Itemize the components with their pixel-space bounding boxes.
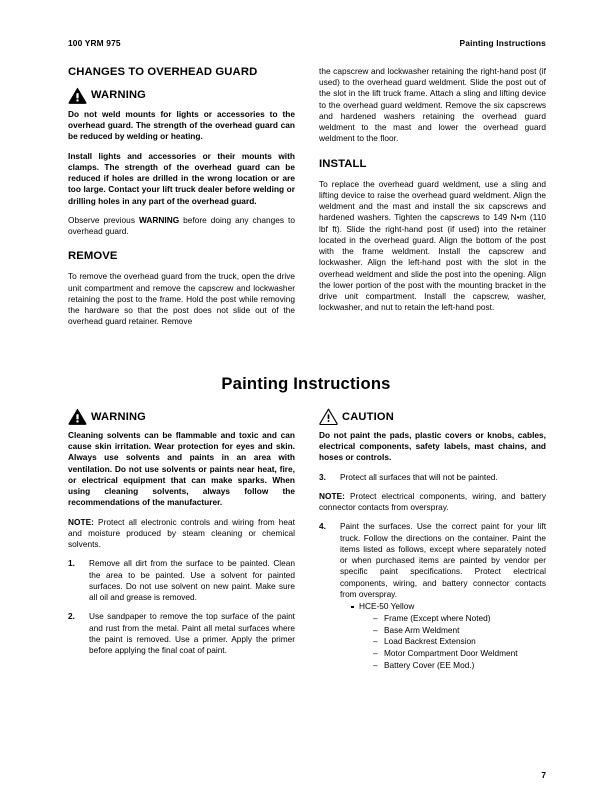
caution-text: Do not paint the pads, plastic covers or knobs, cables, electrical components, safety labels, mast chains, and hoses or controls. bbox=[319, 430, 546, 463]
dash-bullet-icon: – bbox=[373, 636, 378, 647]
page-footer bbox=[68, 770, 546, 780]
lower-right-column bbox=[319, 408, 546, 676]
section-heading-changes-to-overhead-guard: CHANGES TO OVERHEAD GUARD bbox=[68, 66, 258, 78]
remove-paragraph: To remove the overhead guard from the truck, open the drive unit compartment and remove the capscrew and lockwasher retaining the post to the frame. Hold the post while removing the hardware so that the post does not slide out of the overhead guard retainer. Remove bbox=[68, 271, 295, 327]
step-number: 2. bbox=[68, 611, 75, 622]
dash-bullet-icon: – bbox=[373, 659, 378, 670]
section-heading-install: INSTALL bbox=[319, 157, 367, 170]
paint-item-label: Base Arm Weldment bbox=[384, 624, 460, 635]
page-number: 7 bbox=[541, 770, 546, 780]
dash-bullet-icon: – bbox=[373, 624, 378, 635]
running-header bbox=[68, 38, 546, 48]
step-number: 3. bbox=[319, 471, 326, 482]
list-item bbox=[373, 613, 546, 625]
step-number: 1. bbox=[68, 558, 75, 569]
painting-steps-left bbox=[68, 558, 295, 656]
note-paragraph-electrical-components bbox=[319, 491, 546, 513]
upper-left-column bbox=[68, 66, 295, 327]
note-label: NOTE: bbox=[68, 516, 94, 527]
paint-item-label: Frame (Except where Noted) bbox=[384, 612, 491, 623]
observe-suffix: before doing any changes to overhead guard. bbox=[68, 214, 295, 237]
cleaning-solvents-warning-text: Cleaning solvents can be flammable and toxic and can cause skin irritation. Wear protection for eyes and skin. Always use solvents and paints in an area with ventilation. Do not use solvents or paints near heat, fire, or electrical equipment that can make sparks. When using cleaning solvents, always follow the recommendations of the manufacturer. bbox=[68, 430, 295, 508]
step-text: Use sandpaper to remove the top surface of the paint and rust from the metal. Paint all metal surfaces where the paint is removed. Use a primer. Apply the primer before applying the final coat of paint. bbox=[89, 611, 295, 655]
warning-label: WARNING bbox=[91, 89, 147, 102]
list-item bbox=[373, 625, 546, 637]
lower-content-columns bbox=[68, 408, 546, 676]
header-right-label: Painting Instructions bbox=[459, 38, 546, 48]
list-item bbox=[350, 601, 546, 672]
list-item bbox=[373, 636, 546, 648]
warning-label: WARNING bbox=[91, 410, 147, 423]
square-bullet-icon bbox=[351, 606, 354, 609]
caution-triangle-icon bbox=[319, 408, 338, 425]
list-item bbox=[319, 472, 546, 483]
observe-warning-paragraph bbox=[68, 215, 295, 237]
header-left-label: 100 YRM 975 bbox=[68, 38, 121, 48]
warning-triangle-icon bbox=[68, 87, 87, 104]
paint-group-items bbox=[359, 613, 546, 672]
list-item bbox=[68, 558, 295, 603]
step-text: Paint the surfaces. Use the correct paint for your lift truck. Follow the directions on the container. Paint the items listed as follows, except where separately noted or when purchased items are painted by vendor per specific paint specifications. Protect electrical components, wiring, and battery connector contacts from overspray. bbox=[340, 521, 546, 599]
step-number: 4. bbox=[319, 521, 326, 532]
warning-banner-overhead-guard bbox=[68, 87, 295, 104]
dash-bullet-icon: – bbox=[373, 612, 378, 623]
list-item bbox=[373, 648, 546, 660]
note-label: NOTE: bbox=[319, 490, 345, 501]
upper-content-columns bbox=[68, 66, 546, 327]
paint-item-label: Motor Compartment Door Weldment bbox=[384, 648, 518, 659]
dash-bullet-icon: – bbox=[373, 648, 378, 659]
warning-paragraph-2: Install lights and accessories or their mounts with clamps. The strength of the overhead guard can be reduced if holes are drilled in the wrong location or are too large. Contact your lift truck dealer before welding or drilling holes in any part of the overhead guard. bbox=[68, 150, 295, 206]
list-item bbox=[319, 521, 546, 671]
observe-warning-bold: WARNING bbox=[138, 214, 180, 225]
painting-steps-right-3 bbox=[319, 472, 546, 483]
paint-item-label: Load Backrest Extension bbox=[384, 636, 476, 647]
caution-label: CAUTION bbox=[342, 410, 394, 423]
upper-right-column bbox=[319, 66, 546, 327]
paint-item-label: Battery Cover (EE Mod.) bbox=[384, 659, 475, 670]
note-paragraph-electronic-controls bbox=[68, 517, 295, 551]
step-text: Protect all surfaces that will not be painted. bbox=[340, 471, 498, 482]
lower-left-column bbox=[68, 408, 295, 676]
chapter-title: Painting Instructions bbox=[221, 374, 391, 393]
paint-group-name: HCE-50 Yellow bbox=[359, 601, 415, 612]
remove-continued-paragraph: the capscrew and lockwasher retaining the right-hand post (if used) to the overhead guard weldment. Slide the post out of the slot in the lift truck frame. Attach a sling and lifting device to the overhead guard weldment. Remove the six capscrews and hardened washers retaining the overhead guard weldment to the mast and lower the overhead guard weldment to the floor. bbox=[319, 66, 546, 144]
section-heading-remove: REMOVE bbox=[68, 250, 118, 263]
install-paragraph: To replace the overhead guard weldment, use a sling and lifting device to raise the overhead guard weldment. Align the weldment and the mast and install the six capscrews and hardened washers. Tighten the capscrews to 149 N•m (110 lbf ft). Slide the right-hand post (if used) into the retainer located in the overhead guard. Align the bottom of the post with the frame weldment. Install the capscrew and lockwasher. Align the left-hand post with the slot in the overhead weldment and slide the post into the opening. Align the lower portion of the post with the mounting bracket in the drive unit compartment. Install the capscrew, washer, lockwasher, and nut to retain the left-hand post. bbox=[319, 178, 546, 313]
paint-group-list bbox=[340, 601, 546, 672]
note-text: Protect all electronic controls and wiring from heat and moisture produced by steam cleaning or chemical solvents. bbox=[68, 516, 295, 550]
warning-triangle-icon bbox=[68, 408, 87, 425]
warning-banner-cleaning-solvents bbox=[68, 408, 295, 425]
warning-paragraph-1: Do not weld mounts for lights or accessories to the overhead guard. The strength of the overhead guard can be reduced by welding or heating. bbox=[68, 108, 295, 142]
caution-banner-do-not-paint bbox=[319, 408, 546, 425]
note-text: Protect electrical components, wiring, and battery connector contacts from overspray. bbox=[319, 490, 546, 513]
observe-prefix: Observe previous bbox=[68, 214, 139, 225]
list-item bbox=[68, 611, 295, 656]
list-item bbox=[373, 660, 546, 672]
step-text: Remove all dirt from the surface to be painted. Clean the area to be painted. Use a solvent for painted surfaces. Do not use solvent on new paint. Make sure all oil and grease is removed. bbox=[89, 558, 295, 603]
painting-steps-right-4 bbox=[319, 521, 546, 671]
